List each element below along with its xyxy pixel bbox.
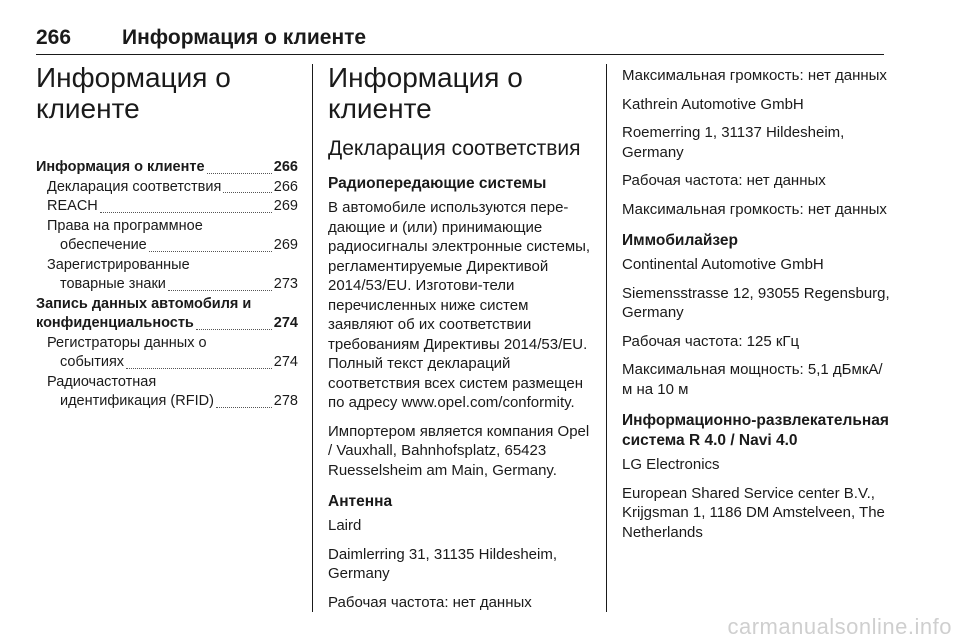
paragraph: European Shared Service center B.V., Krijgsman 1, 1186 DM Amstelveen, The Netherlands (622, 484, 885, 541)
paragraph: В автомобиле используются пере-дающие и (или) принимающие радиосигналы электронные системы, регламентируемые Директивой 2014/53/EU. Изготови-тели перечисленных ниже систем заявляют об их соответствии требованиям Директивы 2014/53/EU. Полный текст деклараций соответствия всех систем размещен по адресу www.opel.com/conformity. (328, 199, 591, 411)
column-divider (606, 64, 607, 612)
toc-leader (126, 368, 272, 369)
section-heading: Информационно-развлекательная система R 4.0 / Navi 4.0 (622, 412, 889, 449)
section-subtitle: Декларация соответствия (328, 137, 581, 160)
toc-leader (207, 173, 272, 174)
toc-entry-text: конфиденциальность (36, 315, 194, 331)
toc-entry-text-line1: Права на программное (47, 217, 203, 234)
toc-entry[interactable] (36, 295, 298, 334)
toc-entry-page: 266 (273, 159, 298, 175)
toc-entry-text: Информация о клиенте (36, 159, 205, 175)
section-main-title: Информация о клиенте (328, 62, 523, 124)
paragraph: Максимальная громкость: нет данных (622, 200, 887, 218)
paragraph: LG Electronics (622, 456, 720, 473)
paragraph: Continental Automotive GmbH (622, 256, 824, 273)
content-column-2 (328, 62, 594, 621)
toc-entry-page: 274 (273, 354, 298, 370)
toc-entry[interactable] (36, 197, 298, 217)
toc-leader (216, 407, 272, 408)
toc-entry-text-line1: Радиочастотная (47, 373, 157, 390)
toc-entry-text-line1: Регистраторы данных о (47, 334, 207, 351)
content-column-3 (622, 66, 892, 551)
table-of-contents (36, 158, 298, 412)
paragraph: Daimlerring 31, 31135 Hildesheim, Germany (328, 545, 557, 582)
toc-entry-page: 278 (273, 393, 298, 409)
toc-entry-page: 273 (273, 276, 298, 292)
toc-entry-page: 274 (273, 315, 298, 331)
running-title: Информация о клиенте (122, 26, 367, 49)
toc-entry[interactable] (36, 373, 298, 412)
toc-leader (168, 290, 272, 291)
toc-entry-text: Декларация соответствия (47, 178, 222, 195)
toc-leader (196, 329, 272, 330)
toc-entry-page: 269 (273, 198, 298, 214)
paragraph: Рабочая частота: нет данных (622, 172, 826, 189)
section-heading: Антенна (328, 493, 393, 510)
toc-entry[interactable] (36, 217, 298, 256)
toc-entry[interactable] (36, 334, 298, 373)
toc-entry-text: идентификация (RFID) (60, 393, 214, 409)
chapter-title: Информация о клиенте (36, 62, 231, 124)
toc-leader (223, 192, 271, 193)
toc-entry-text: обеспечение (60, 237, 147, 253)
section-heading: Иммобилайзер (622, 232, 739, 249)
section-heading: Радиопередающие системы (328, 175, 547, 192)
column-divider (312, 64, 313, 612)
paragraph: Kathrein Automotive GmbH (622, 95, 804, 113)
page-header (36, 26, 884, 55)
page-number: 266 (36, 26, 72, 49)
toc-entry[interactable] (36, 256, 298, 295)
toc-entry-page: 269 (273, 237, 298, 253)
watermark: carmanualsonline.info (727, 614, 952, 639)
toc-entry[interactable] (36, 158, 298, 178)
paragraph: Максимальная громкость: нет данных (622, 67, 887, 84)
paragraph: Рабочая частота: нет данных (328, 593, 532, 611)
toc-entry-text: событиях (60, 354, 125, 370)
paragraph: Максимальная мощность: 5,1 дБмкА/м на 10 м (622, 361, 883, 398)
paragraph: Импортером является компания Opel / Vauxhall, Bahnhofsplatz, 65423 Ruesselsheim am Main, Germany. (328, 422, 590, 479)
toc-entry-text-line1: Запись данных автомобиля и (36, 295, 252, 312)
paragraph: Laird (328, 517, 362, 534)
paragraph: Siemensstrasse 12, 93055 Regensburg, Germany (622, 284, 890, 321)
toc-entry-text: REACH (47, 198, 98, 214)
toc-entry-page: 266 (273, 178, 298, 195)
paragraph: Рабочая частота: 125 кГц (622, 332, 800, 350)
paragraph: Roemerring 1, 31137 Hildesheim, Germany (622, 124, 845, 161)
toc-leader (100, 212, 272, 213)
toc-column (36, 62, 298, 412)
toc-entry-text: товарные знаки (60, 276, 166, 292)
toc-entry[interactable] (36, 178, 298, 198)
toc-leader (149, 251, 272, 252)
toc-entry-text-line1: Зарегистрированные (47, 256, 190, 273)
